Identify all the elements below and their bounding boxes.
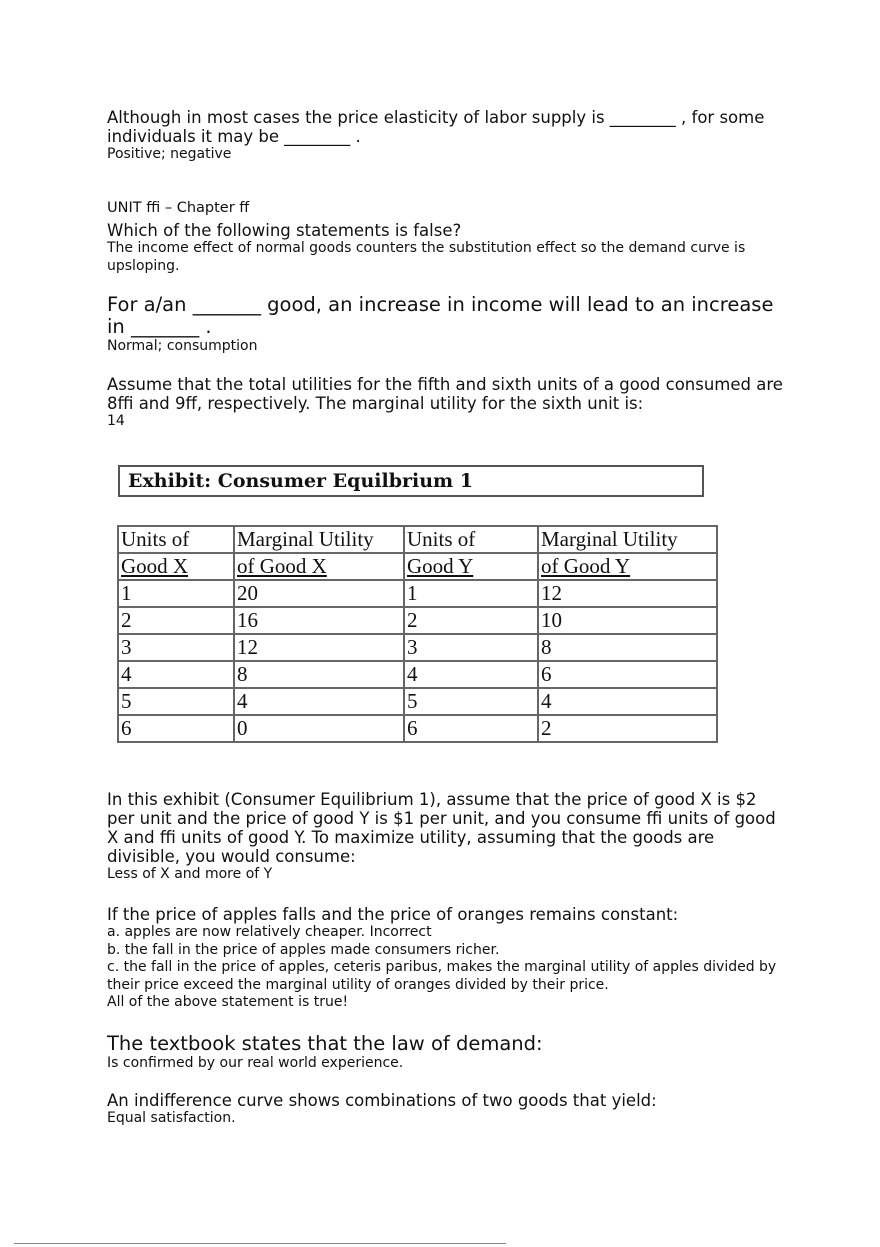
table-cell: 12 <box>538 580 717 607</box>
question-block-3 <box>107 294 787 356</box>
header-mu-x: Marginal Utility <box>234 526 404 553</box>
footer-divider <box>14 1243 506 1244</box>
table-cell: 10 <box>538 607 717 634</box>
table-cell: 4 <box>538 688 717 715</box>
table-cell: 8 <box>234 661 404 688</box>
option-a: a. apples are now relatively cheaper. Incorrect <box>107 924 432 940</box>
table-cell: 16 <box>234 607 404 634</box>
unit-heading: UNIT ﬃ – Chapter ﬀ <box>107 200 250 216</box>
table-cell: 5 <box>118 688 234 715</box>
question-text: Which of the following statements is false? <box>107 221 462 240</box>
question-block-7 <box>107 1033 787 1073</box>
table-cell: 20 <box>234 580 404 607</box>
answer-text: The income effect of normal goods counters the substitution effect so the demand curve is upsloping. <box>107 240 746 274</box>
table-header-row <box>118 526 717 553</box>
table-row <box>118 607 717 634</box>
question-text: For a/an _______ good, an increase in income will lead to an increase in _______ . <box>107 293 774 338</box>
question-text: An indifference curve shows combinations of two goods that yield: <box>107 1091 657 1110</box>
table-cell: 3 <box>118 634 234 661</box>
answer-text: Normal; consumption <box>107 338 258 354</box>
answer-text: Positive; negative <box>107 146 232 162</box>
question-text: If the price of apples falls and the price of oranges remains constant: <box>107 905 679 924</box>
table-cell: 1 <box>118 580 234 607</box>
table-cell: 6 <box>118 715 234 742</box>
table-cell: 6 <box>538 661 717 688</box>
option-b: b. the fall in the price of apples made consumers richer. <box>107 941 500 958</box>
header-units-x-line2: Good X <box>118 553 234 580</box>
table-cell: 2 <box>538 715 717 742</box>
question-text: In this exhibit (Consumer Equilibrium 1), assume that the price of good X is $2 per unit and the price of good Y is $1 per unit, and you consume ﬃ units of good X and ﬃ units of good Y. To maximize utility, assuming that the goods are divisible, you would consume: <box>107 790 776 866</box>
answer-text: 14 <box>107 413 125 429</box>
table-cell: 4 <box>118 661 234 688</box>
question-block-5 <box>107 790 787 884</box>
question-block-6 <box>107 905 787 1012</box>
header-units-y-line2: Good Y <box>404 553 538 580</box>
table-cell: 6 <box>404 715 538 742</box>
header-units-y: Units of <box>404 526 538 553</box>
answer-text: Is confirmed by our real world experience. <box>107 1055 404 1071</box>
table-cell: 3 <box>404 634 538 661</box>
table-header-row-2 <box>118 553 717 580</box>
table-cell: 5 <box>404 688 538 715</box>
question-block-8 <box>107 1091 787 1128</box>
header-mu-y: Marginal Utility <box>538 526 717 553</box>
option-c: c. the fall in the price of apples, ceteris paribus, makes the marginal utility of apples divided by their price exceed the marginal utility of oranges divided by their price. <box>107 959 777 993</box>
table-cell: 4 <box>234 688 404 715</box>
marginal-utility-table <box>117 525 718 743</box>
header-units-x: Units of <box>118 526 234 553</box>
question-text: Although in most cases the price elasticity of labor supply is ________ , for some individuals it may be ________ . <box>107 108 765 146</box>
table-row <box>118 715 717 742</box>
exhibit-title: Exhibit: Consumer Equilbrium 1 <box>118 465 704 497</box>
table-cell: 0 <box>234 715 404 742</box>
table-row <box>118 580 717 607</box>
question-text: Assume that the total utilities for the fifth and sixth units of a good consumed are 8ﬃ and 9ﬀ, respectively. The marginal utility for the sixth unit is: <box>107 375 783 413</box>
question-block-1 <box>107 108 787 164</box>
table-cell: 1 <box>404 580 538 607</box>
table-row <box>118 634 717 661</box>
table-cell: 8 <box>538 634 717 661</box>
answer-text: Equal satisfaction. <box>107 1110 236 1126</box>
answer-text: Less of X and more of Y <box>107 866 273 882</box>
question-block-4 <box>107 375 787 431</box>
header-mu-y-line2: of Good Y <box>538 553 717 580</box>
table-cell: 4 <box>404 661 538 688</box>
question-block-2 <box>107 200 787 275</box>
table-row <box>118 661 717 688</box>
header-mu-x-line2: of Good X <box>234 553 404 580</box>
answer-text: All of the above statement is true! <box>107 994 349 1010</box>
table-cell: 12 <box>234 634 404 661</box>
question-text: The textbook states that the law of demand: <box>107 1032 543 1055</box>
table-cell: 2 <box>404 607 538 634</box>
table-row <box>118 688 717 715</box>
table-cell: 2 <box>118 607 234 634</box>
